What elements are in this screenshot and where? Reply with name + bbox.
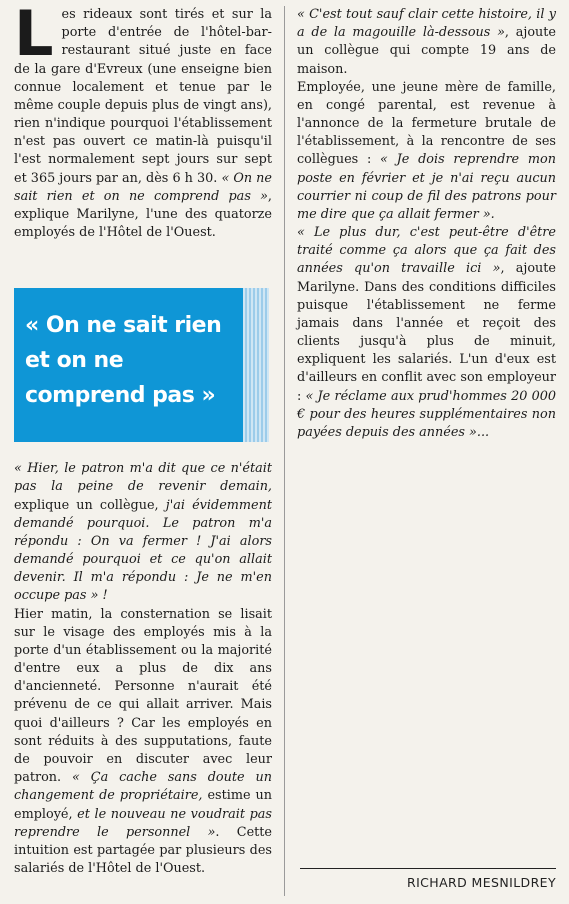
p3-quote-2: et le nouveau ne voudrait pas reprendre le personnel » <box>14 806 272 840</box>
p3-tail: . Cette intuition est partagée par plusieurs des salariés de l'Hôtel de l'Ouest. <box>14 824 272 877</box>
lede-paragraph <box>14 0 272 242</box>
paragraph-6 <box>297 224 556 442</box>
p2-attrib: explique un collègue, <box>14 497 166 513</box>
p6-text: , ajoute Marilyne. Dans des conditions difficiles puisque l'établissement ne ferme jamais dans l'année et reçoit des clients jusqu'à plus de minuit, expliquent les salariés. L'un d'eux est d'ailleurs en conflit avec son employeur : <box>297 261 556 404</box>
pull-quote-stripe <box>243 288 269 442</box>
column-right <box>297 6 556 442</box>
p4-quote: « C'est tout sauf clair cette histoire, il y a de la magouille là-dessous » <box>297 7 556 41</box>
paragraph-5 <box>297 79 556 224</box>
p6-quote-2: « Je réclame aux prud'hommes 20 000 € pour des heures supplémentaires non payées depuis des années »... <box>297 388 556 440</box>
lede-quote: « On ne sait rien et on ne comprend pas » <box>14 170 272 204</box>
p3-attrib: estime un employé, <box>14 788 272 822</box>
p4-tail: , ajoute un collègue qui compte 19 ans de maison. <box>297 25 556 77</box>
column-left <box>14 0 272 878</box>
p3-quote-1: « Ça cache sans doute un changement de propriétaire, <box>14 770 272 804</box>
lede-tail: , explique Marilyne, l'une des quatorze employés de l'Hôtel de l'Ouest. <box>14 188 272 241</box>
p2-quote-b: j'ai évidemment demandé pourquoi. Le patron m'a répondu : On va fermer ! J'ai alors demandé pourquoi et ce qu'on allait devenir. Il m'a répondu : Je ne m'en occupe pas » ! <box>14 497 272 604</box>
p3-text: Hier matin, la consternation se lisait sur le visage des employés mis à la porte d'un établissement ou la majorité d'entre eux a plus de dix ans d'ancienneté. Personne n'aurait été prévenu de ce qui allait arriver. Mais quoi d'ailleurs ? Car les employés en sont réduits à des supputations, faute de pouvoir en discuter avec leur patron. <box>14 606 272 786</box>
paragraph-3 <box>14 606 272 879</box>
paragraph-2 <box>14 460 272 605</box>
drop-cap: L <box>14 0 54 70</box>
paragraph-4 <box>297 6 556 79</box>
lede-text: es rideaux sont tirés et sur la porte d'entrée de l'hôtel-bar-restaurant situé juste en face de la gare d'Evreux (une enseigne bien connue localement et tenue par le même couple depuis plus de vingt ans), rien n'indique pourquoi l'établissement n'est pas ouvert ce matin-là puisqu'il l'est normalement sept jours sur sept et 365 jours par an, dès 6 h 30. <box>14 7 272 186</box>
p5-quote: « Je dois reprendre mon poste en février et je n'ai reçu aucun courrier ni coup de fil des patrons pour me dire que ça allait fermer ». <box>297 152 556 222</box>
pull-quote-box <box>14 288 269 442</box>
p6-quote: « Le plus dur, c'est peut-être d'être traité comme ça alors que ça fait des années qu'on travaille ici » <box>297 225 556 277</box>
pull-quote-text: « On ne sait rien et on ne comprend pas » <box>25 313 222 409</box>
p2-quote-a: « Hier, le patron m'a dit que ce n'était pas la peine de revenir demain, <box>14 461 272 495</box>
column-divider <box>284 6 285 896</box>
p5-text: Employée, une jeune mère de famille, en congé parental, est revenue à l'annonce de la fermeture brutale de l'établissement, à la rencontre de ses collègues : <box>297 79 556 168</box>
byline: RICHARD MESNILDREY <box>300 868 556 890</box>
